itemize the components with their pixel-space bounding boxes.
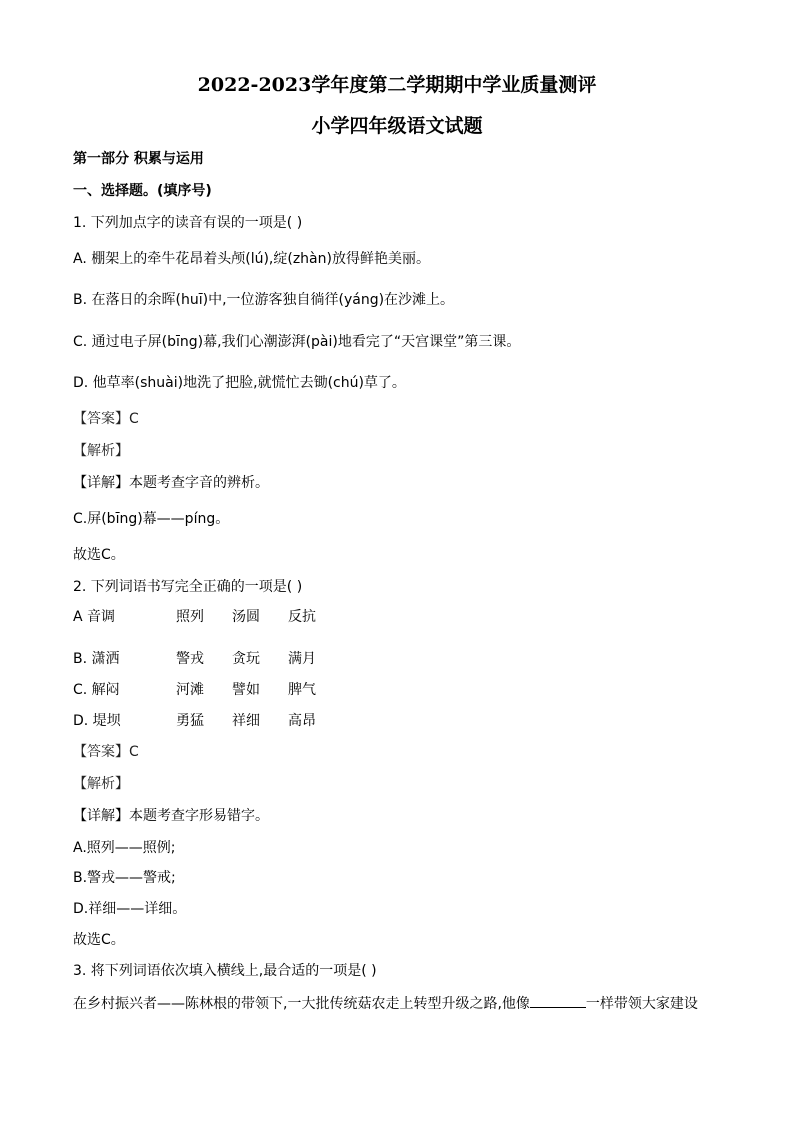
word-item: 反抗: [288, 609, 316, 625]
question-1-option-d: D. 他草率(shuài)地洗了把脸,就慌忙去锄(chú)草了。: [73, 375, 406, 391]
question-1-explanation: C.屏(bīng)幕——píng。: [73, 511, 230, 527]
word-item: 满月: [288, 651, 316, 667]
word-item: 高昂: [288, 713, 316, 729]
question-2-stem: 2. 下列词语书写完全正确的一项是( ): [73, 579, 303, 595]
question-1-detail: 【详解】本题考查字音的辨析。: [73, 475, 269, 491]
question-2-analysis: 【解析】: [73, 776, 129, 792]
exam-subtitle: 小学四年级语文试题: [311, 115, 483, 137]
question-3-stem: 3. 将下列词语依次填入横线上,最合适的一项是( ): [73, 963, 377, 979]
word-item: 譬如: [232, 682, 260, 698]
question-2-answer: 【答案】C: [73, 744, 139, 760]
question-1-conclusion: 故选C。: [73, 547, 125, 563]
section-heading: 一、选择题。(填序号): [73, 183, 212, 199]
question-2-explanation-b: B.警戎——警戒;: [73, 870, 176, 886]
question-2-explanation-a: A.照列——照例;: [73, 840, 176, 856]
question-2-detail: 【详解】本题考查字形易错字。: [73, 808, 269, 824]
question-1-option-a: A. 棚架上的牵牛花昂着头颅(lú),绽(zhàn)放得鲜艳美丽。: [73, 251, 430, 267]
question-1-analysis: 【解析】: [73, 443, 129, 459]
question-2-conclusion: 故选C。: [73, 932, 125, 948]
word-item: 贪玩: [232, 651, 260, 667]
word-item: C. 解闷: [73, 682, 120, 698]
passage-text-after: 一样带领大家建设: [585, 996, 698, 1012]
fill-in-blank: [530, 993, 586, 1008]
exam-title: 2022-2023学年度第二学期期中学业质量测评: [197, 74, 597, 96]
question-3-passage: [73, 993, 698, 1014]
question-2-explanation-d: D.祥细——详细。: [73, 901, 187, 917]
word-item: B. 潇洒: [73, 651, 120, 667]
question-1-option-b: B. 在落日的余晖(huī)中,一位游客独自徜徉(yáng)在沙滩上。: [73, 292, 455, 308]
word-item: 勇猛: [176, 713, 204, 729]
question-1-stem: 1. 下列加点字的读音有误的一项是( ): [73, 215, 303, 231]
question-1-option-c: C. 通过电子屏(bīng)幕,我们心潮澎湃(pài)地看完了“天宫课堂”第三课。: [73, 334, 521, 350]
word-item: 照列: [176, 609, 204, 625]
question-1-answer: 【答案】C: [73, 411, 139, 427]
part-heading: 第一部分 积累与运用: [73, 151, 204, 167]
passage-text-before: 在乡村振兴者——陈林根的带领下,一大批传统菇农走上转型升级之路,他像: [73, 996, 530, 1012]
word-item: A 音调: [73, 609, 116, 625]
word-item: 汤圆: [232, 609, 260, 625]
word-item: 脾气: [288, 682, 316, 698]
word-item: 河滩: [176, 682, 204, 698]
word-item: 警戎: [176, 651, 204, 667]
word-item: D. 堤坝: [73, 713, 121, 729]
word-item: 祥细: [232, 713, 260, 729]
